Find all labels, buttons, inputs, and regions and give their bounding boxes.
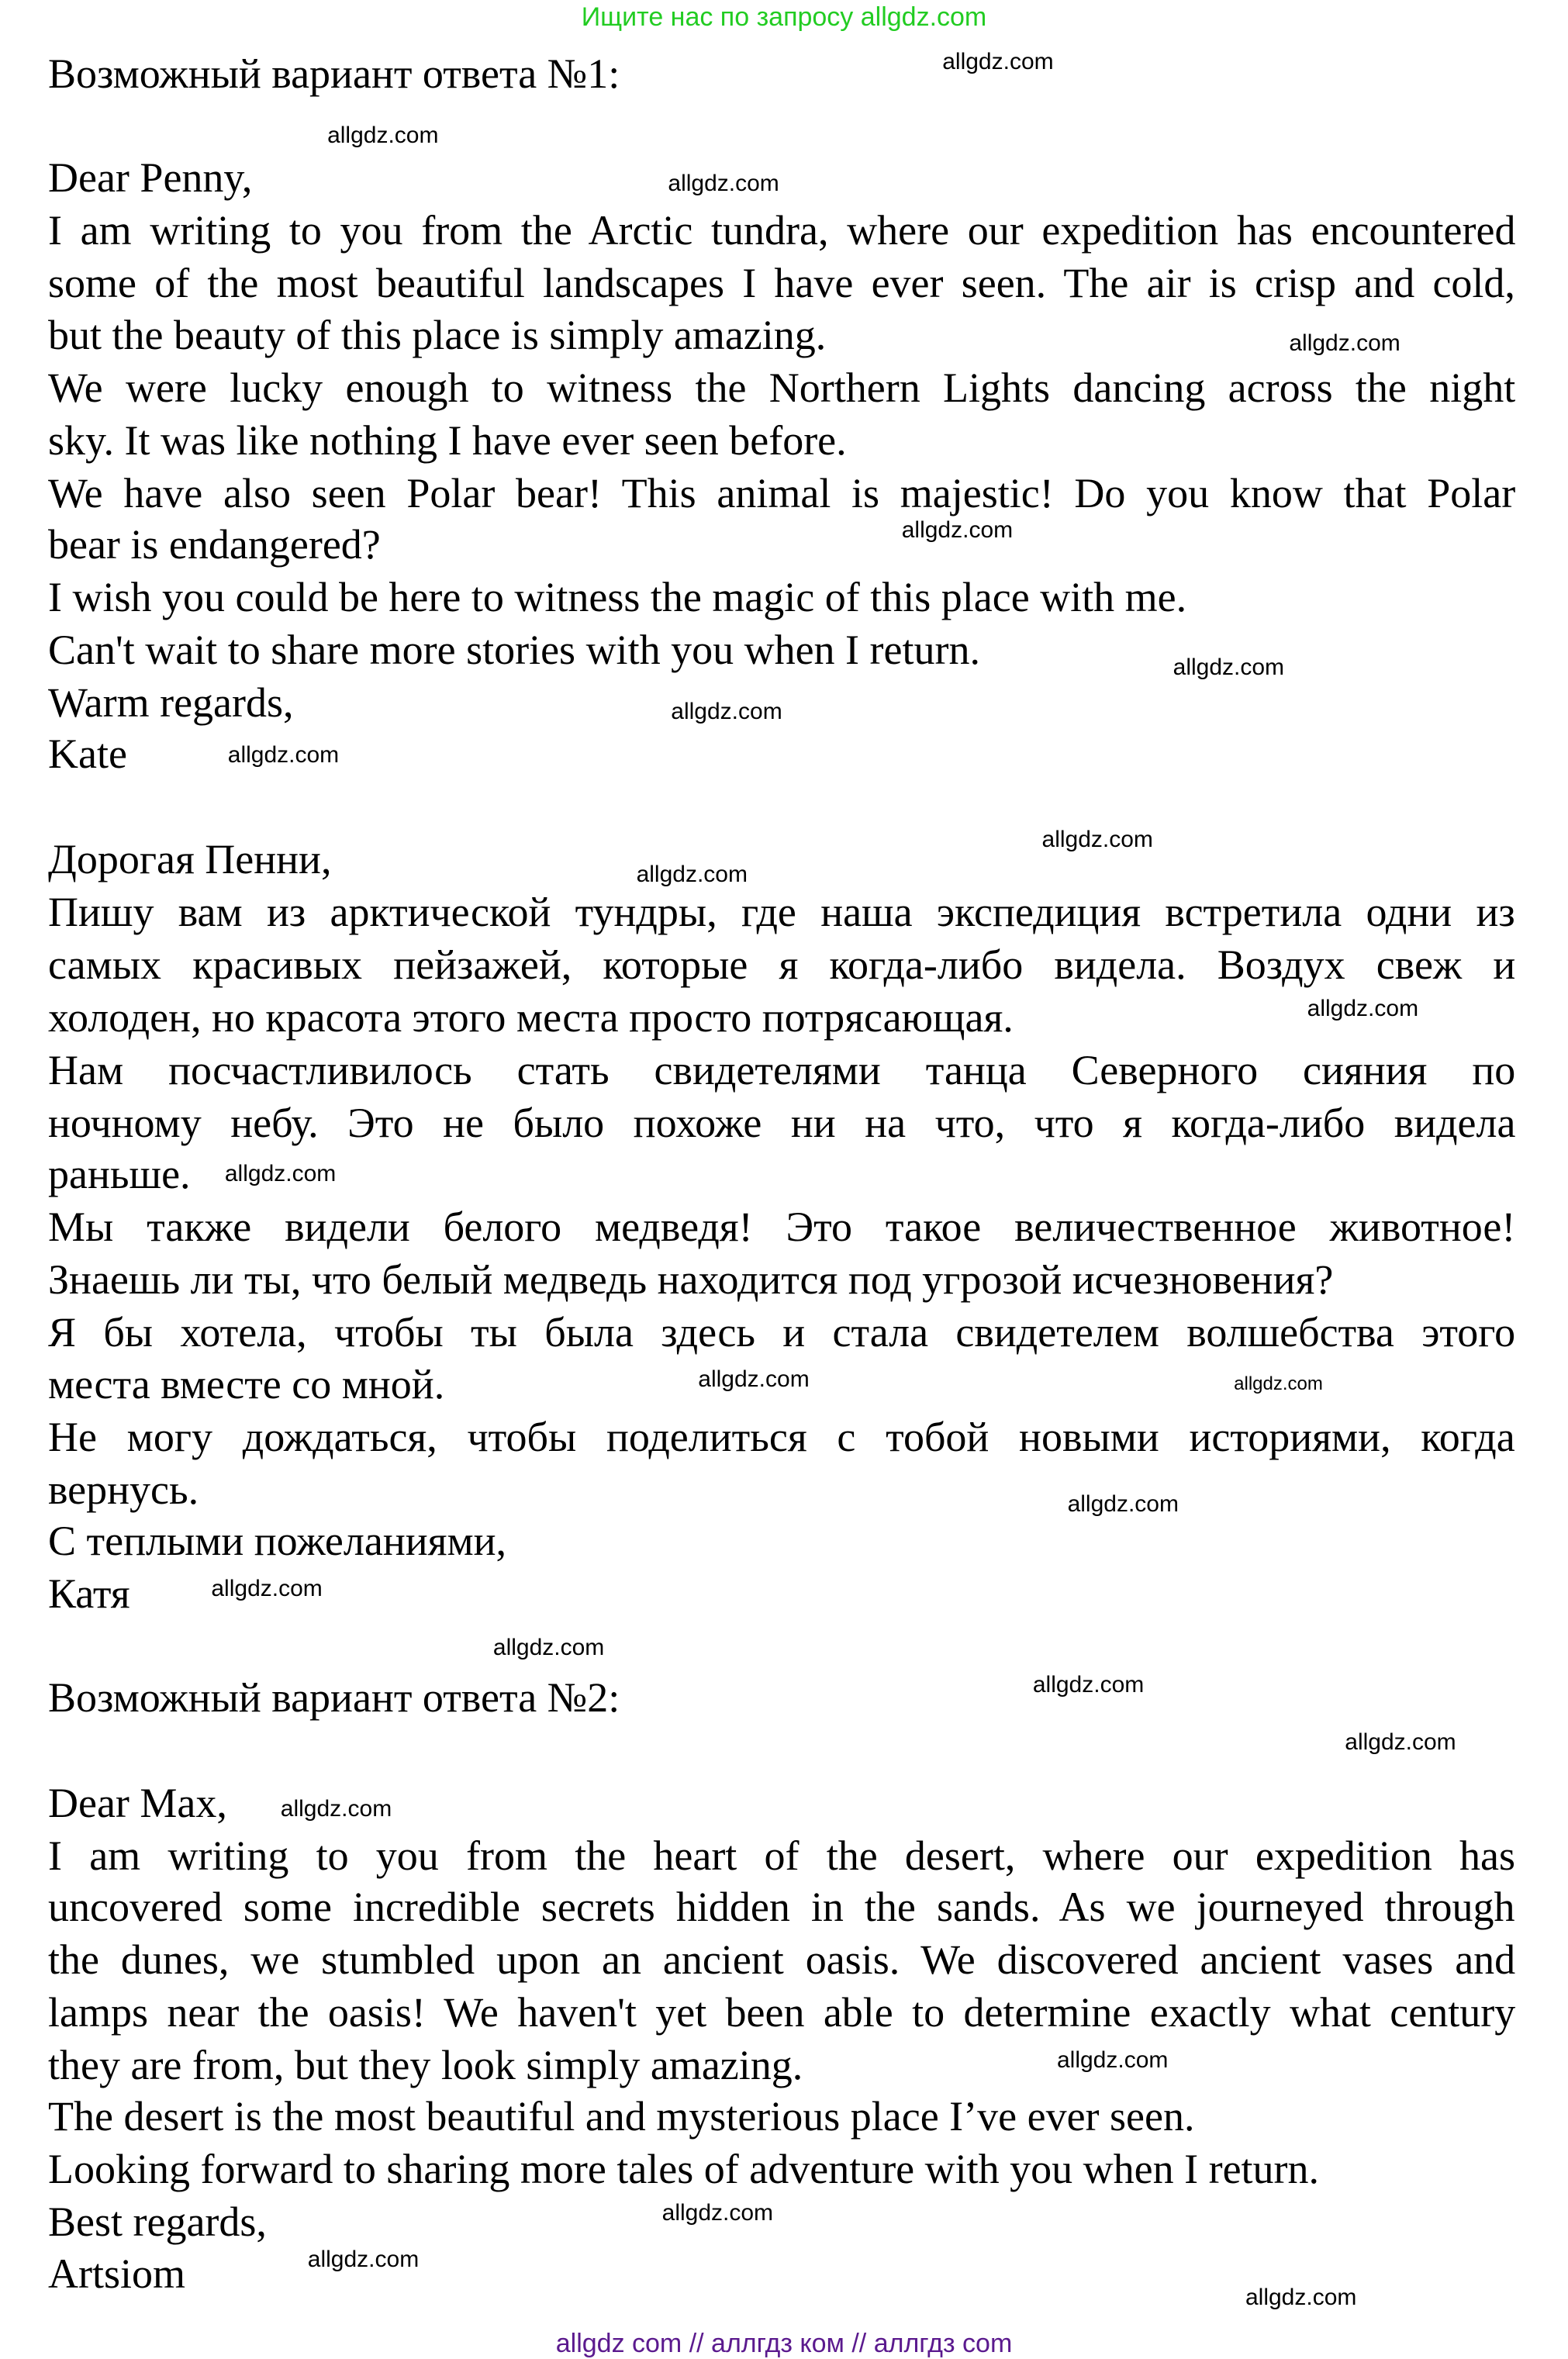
text-line: Warm regards, — [48, 679, 294, 726]
text-line: The desert is the most beautiful and mysterious place I’ve ever seen. — [48, 2093, 1195, 2140]
text-line: We were lucky enough to witness the Northern Lights dancing across the night — [48, 364, 1516, 411]
text-line: Дорогая Пенни, — [48, 836, 332, 883]
text-line: Artsiom — [48, 2250, 186, 2297]
watermark-text: allgdz.com — [636, 861, 748, 887]
text-line: вернусь. — [48, 1466, 199, 1513]
text-line: самых красивых пейзажей, которые я когда-либо видела. Воздух свеж и — [48, 941, 1516, 989]
section-heading: Возможный вариант ответа №2: — [48, 1673, 620, 1721]
text-line: холоден, но красота этого места просто потрясающая. — [48, 994, 1014, 1041]
watermark-text: allgdz.com — [671, 698, 782, 724]
watermark-text: allgdz.com — [698, 1366, 810, 1392]
text-line: Dear Max, — [48, 1780, 227, 1827]
text-line: Looking forward to sharing more tales of adventure with you when I return. — [48, 2146, 1320, 2193]
text-line: Катя — [48, 1570, 130, 1617]
text-line: ночному небу. Это не было похоже ни на что, что я когда-либо видела — [48, 1100, 1516, 1147]
text-line: I am writing to you from the Arctic tundra, where our expedition has encountered — [48, 207, 1516, 254]
search-banner: Ищите нас по запросу allgdz.com — [581, 2, 987, 32]
watermark-text: allgdz.com — [1056, 2047, 1169, 2074]
text-line: I am writing to you from the heart of the desert, where our expedition has — [48, 1832, 1516, 1880]
watermark-text: allgdz.com — [901, 517, 1014, 544]
watermark-text: allgdz.com — [1234, 1373, 1323, 1394]
text-line: раньше. — [48, 1151, 191, 1198]
watermark-text: allgdz.com — [307, 2247, 420, 2273]
watermark-text: allgdz.com — [224, 1161, 337, 1187]
text-line: bear is endangered? — [48, 520, 381, 568]
text-line: Can't wait to share more stories with you when I return. — [48, 626, 980, 673]
text-line: sky. It was like nothing I have ever seen before. — [48, 416, 847, 464]
watermark-text: allgdz.com — [661, 2199, 774, 2226]
watermark-text: allgdz.com — [1345, 1729, 1456, 1756]
watermark-text: allgdz.com — [1289, 330, 1400, 357]
footer-banner: allgdz com // аллгдз ком // аллгдз com — [555, 2329, 1013, 2358]
watermark-text: allgdz.com — [227, 741, 340, 768]
watermark-text: allgdz.com — [1173, 655, 1285, 681]
text-line: Мы также видели белого медведя! Это такое величественное животное! — [48, 1204, 1516, 1251]
text-line: We have also seen Polar bear! This animal is majestic! Do you know that Polar — [48, 469, 1516, 516]
watermark-text: allgdz.com — [1041, 826, 1153, 852]
text-line: some of the most beautiful landscapes I have ever seen. The air is crisp and cold, — [48, 260, 1515, 307]
watermark-text: allgdz.com — [1032, 1672, 1145, 1698]
watermark-text: allgdz.com — [1067, 1491, 1179, 1518]
text-line: but the beauty of this place is simply amazing. — [48, 311, 827, 358]
watermark-text: allgdz.com — [668, 171, 779, 197]
text-line: they are from, but they look simply amazing. — [48, 2042, 803, 2089]
text-line: Пишу вам из арктической тундры, где наша экспедиция встретила одни из — [48, 889, 1515, 936]
text-line: С теплыми пожеланиями, — [48, 1517, 507, 1564]
text-line: Kate — [48, 730, 127, 777]
text-line: I wish you could be here to witness the magic of this place with me. — [48, 573, 1187, 620]
text-line: места вместе со мной. — [48, 1360, 445, 1407]
text-line: Знаешь ли ты, что белый медведь находится под угрозой исчезновения? — [48, 1256, 1334, 1304]
text-line: the dunes, we stumbled upon an ancient oasis. We discovered ancient vases and — [48, 1936, 1516, 1984]
watermark-text: allgdz.com — [492, 1634, 605, 1660]
text-line: uncovered some incredible secrets hidden in the sands. As we journeyed through — [48, 1884, 1515, 1931]
text-line: Я бы хотела, чтобы ты была здесь и стала свидетелем волшебства этого — [48, 1309, 1516, 1356]
text-line: Dear Penny, — [48, 154, 253, 202]
section-heading: Возможный вариант ответа №1: — [48, 50, 620, 98]
watermark-text: allgdz.com — [327, 122, 439, 148]
watermark-text: allgdz.com — [1245, 2284, 1357, 2310]
watermark-text: allgdz.com — [942, 48, 1054, 74]
text-line: Не могу дождаться, чтобы поделиться с тобой новыми историями, когда — [48, 1413, 1515, 1460]
watermark-text: allgdz.com — [211, 1575, 323, 1601]
watermark-text: allgdz.com — [280, 1795, 392, 1822]
text-line: lamps near the oasis! We haven't yet been able to determine exactly what century — [48, 1989, 1516, 2036]
watermark-text: allgdz.com — [1307, 995, 1419, 1021]
text-line: Best regards, — [48, 2198, 267, 2246]
text-line: Нам посчастливилось стать свидетелями танца Северного сияния по — [48, 1047, 1516, 1094]
